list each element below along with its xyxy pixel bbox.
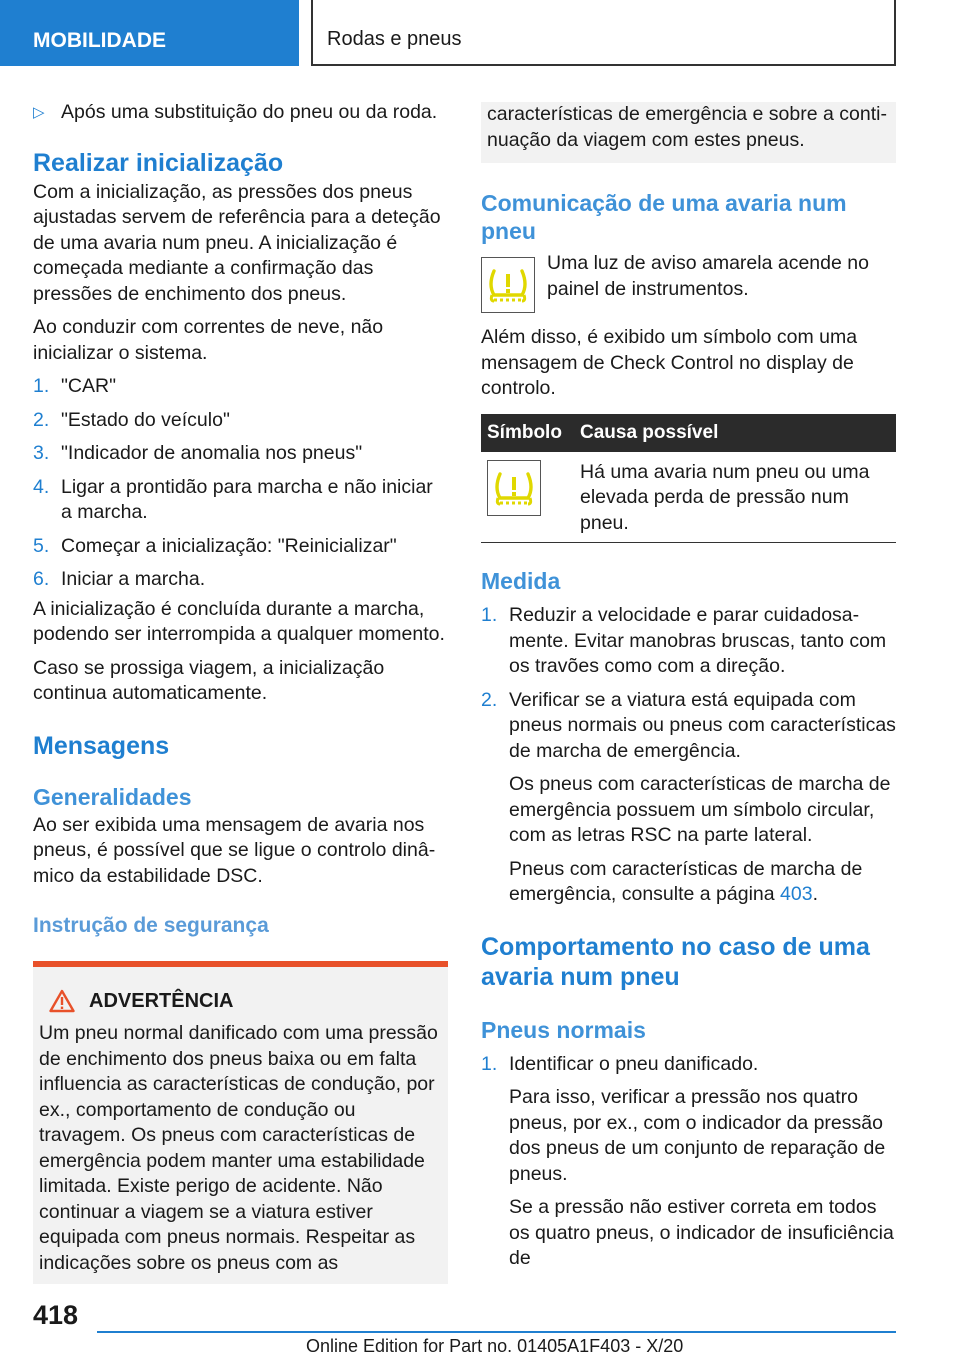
init-paragraph-2: Ao conduzir com correntes de neve, não inicializar o sistema. [33, 316, 384, 364]
init-steps [33, 374, 448, 593]
heading-safety: Instrução de segurança [33, 914, 269, 937]
warning-title [39, 989, 442, 1013]
warning-text: Um pneu normal danificado com uma pressão de enchimento dos pneus baixa ou em falta influencia as características de condução, por ex., comportamento de condução ou travagem. Os pneus com características de emergência podem manter uma estabilidade limitada. Existe perigo de acidente. Não continuar a viagem se a viatura estiver equipada com pneus normais. Respeitar as indicações sobre os pneus com as [39, 1022, 438, 1274]
measure-sub-1: Os pneus com características de marcha de emergência possuem um símbolo circular, com as letras RSC na parte lateral. [509, 773, 891, 846]
page-link[interactable]: 403 [780, 883, 813, 905]
list-item: 6. Iniciar a marcha. [33, 568, 206, 590]
general-paragraph: Ao ser exibida uma mensagem de avaria nos pneus, é possível que se ligue o controlo dinâmico da estabilidade DSC. [33, 813, 436, 887]
intro-item-text: Após uma substituição do pneu ou da roda. [61, 101, 438, 123]
left-column [33, 100, 448, 1284]
tpms-warning-icon [481, 257, 535, 313]
normal-steps [481, 1052, 896, 1078]
init-paragraph-3: A inicialização é concluída durante a marcha, podendo ser interrompida a qualquer momento. [33, 597, 445, 645]
page-header [0, 0, 960, 66]
check-control-paragraph: Além disso, é exibido um símbolo com uma mensagem de Check Control no display de controlo. [481, 326, 858, 399]
footer-divider [97, 1331, 896, 1333]
list-item: 4. Ligar a prontidão para marcha e não iniciar a marcha. [33, 475, 433, 523]
list-item: 1. "CAR" [33, 375, 117, 397]
warning-continued-box [481, 102, 896, 163]
warning-light-text: Uma luz de aviso amarela acende no painel de instrumentos. [547, 252, 869, 300]
warning-title-text: ADVERTÊNCIA [89, 989, 234, 1012]
heading-normal-tyres: Pneus normais [481, 1016, 646, 1043]
table-cell-symbol [481, 452, 574, 543]
triangle-bullet-icon: ▷ [33, 104, 45, 121]
list-item: 5. Começar a inicialização: "Reinicializar" [33, 534, 397, 557]
list-item: 1. Identificar o pneu danificado. [481, 1052, 759, 1075]
warning-continued-text: características de emergência e sobre a continuação da viagem com estes pneus. [487, 103, 887, 151]
table-row [481, 452, 896, 543]
warning-triangle-icon [49, 989, 75, 1013]
list-item: 3. "Indicador de anomalia nos pneus" [33, 442, 363, 464]
measure-sub-2: Pneus com características de marcha de emergência, consulte a página 403. [509, 857, 863, 905]
heading-measure: Medida [481, 568, 561, 594]
tpms-warning-icon [487, 460, 541, 516]
warning-light-row [481, 252, 896, 313]
measure-steps [481, 603, 896, 764]
symbol-table [481, 414, 896, 544]
heading-behavior: Comportamento no caso de uma avaria num pneu [481, 932, 870, 991]
heading-fault-communication: Comunicação de uma avaria num pneu [481, 190, 847, 244]
chapter-title: Rodas e pneus [311, 0, 896, 66]
table-header-symbol: Símbolo [481, 414, 574, 452]
init-paragraph-4: Caso se prossiga viagem, a inicialização continua automaticamente. [33, 656, 385, 704]
right-column [481, 102, 896, 1272]
intro-item [33, 100, 448, 126]
init-paragraph-1: Com a inicialização, as pressões dos pneus ajustadas servem de referência para a deteção de uma avaria num pneu. A inicialização é começada mediante a confirmação das pressões de enchimento dos pneus. [33, 180, 441, 305]
warning-box [33, 961, 448, 1284]
list-item: 1. Reduzir a velocidade e parar cuidadosamente. Evitar manobras bruscas, tanto com os travões como com a direção. [481, 604, 887, 677]
table-header-cause: Causa possível [574, 414, 896, 452]
table-cell-cause: Há uma avaria num pneu ou uma elevada perda de pressão num pneu. [574, 452, 896, 543]
heading-initialization: Realizar inicialização [33, 148, 284, 177]
footer-edition: Online Edition for Part no. 01405A1F403 - X/20 [306, 1336, 684, 1356]
heading-messages: Mensagens [33, 731, 170, 760]
list-item: 2. "Estado do veículo" [33, 408, 230, 431]
normal-sub-2: Se a pressão não estiver correta em todos os quatro pneus, o indicador de insuficiência de [509, 1196, 894, 1269]
heading-general: Generalidades [33, 783, 192, 810]
section-tab: MOBILIDADE [0, 0, 299, 66]
list-item: 2. Verificar se a viatura está equipada com pneus normais ou pneus com características de marcha de emergência. [481, 688, 896, 762]
page-number: 418 [33, 1300, 79, 1330]
normal-sub-1: Para isso, verificar a pressão nos quatro pneus, por ex., com o indicador da pressão dos pneus de um conjunto de reparação de pneus. [509, 1086, 886, 1185]
